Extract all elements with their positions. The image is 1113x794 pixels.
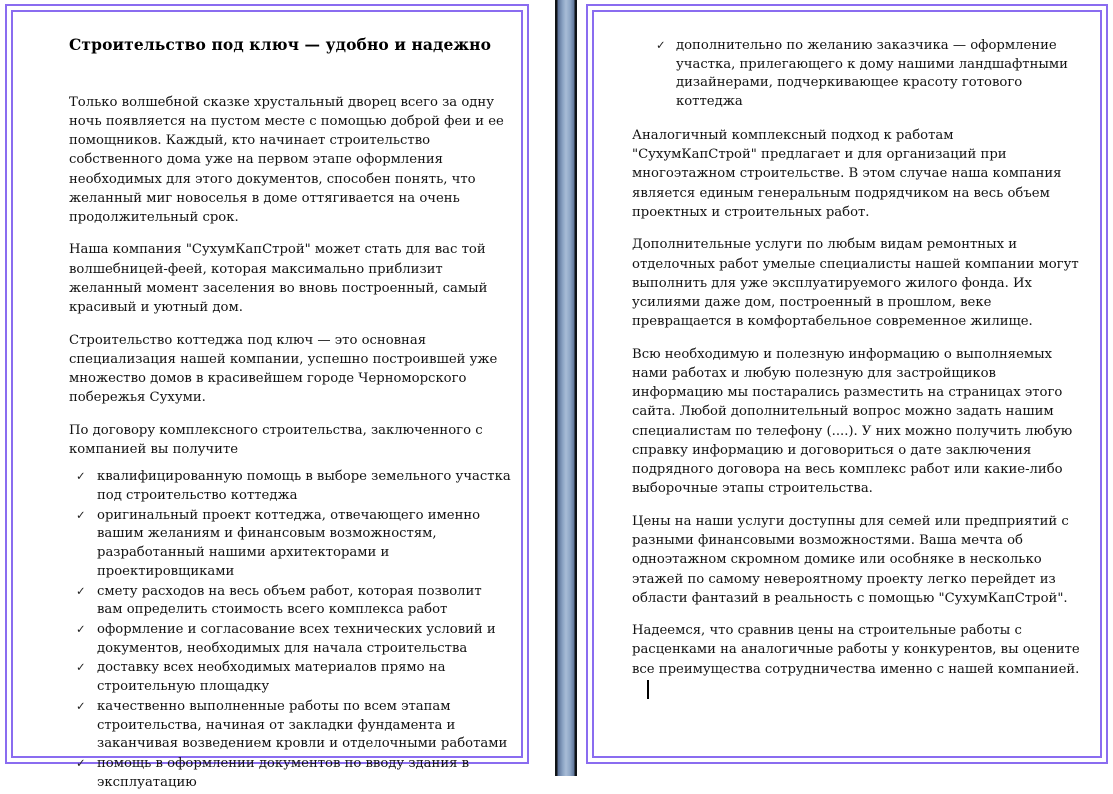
page-right-inner <box>594 12 1100 756</box>
checklist-right <box>632 37 1080 112</box>
list-item <box>69 468 511 505</box>
check-icon: ✓ <box>656 38 666 52</box>
page-divider-scrollbar[interactable] <box>555 0 577 776</box>
checklist-left <box>69 468 511 792</box>
document-page-right[interactable] <box>592 10 1102 758</box>
paragraph: По договору комплексного строительства, заключенного с компанией вы получите <box>69 422 483 457</box>
page-left-inner <box>13 12 521 790</box>
list-item-label: помощь в оформлении документов по вводу здания в эксплуатацию <box>97 756 470 790</box>
check-icon: ✓ <box>76 583 86 598</box>
paragraph: Дополнительные услуги по любым видам ремонтных и отделочных работ умелые специалисты нашей компании могут выполнить для уже эксплуатируемого жилого фонда. Их усилиями даже дом, построенный в прошлом, веке превращается в комфортабельное современное жилище. <box>632 237 1079 330</box>
list-item <box>69 507 511 582</box>
list-item-label: оформление и согласование всех технических условий и документов, необходимых для начала строительства <box>97 621 496 656</box>
list-item <box>69 621 511 658</box>
check-icon: ✓ <box>76 507 86 522</box>
check-icon: ✓ <box>76 660 86 675</box>
check-icon: ✓ <box>76 698 86 713</box>
list-item-label: дополнительно по желанию заказчика — оформление участка, прилегающего к дому нашими ландшафтными дизайнерами, подчеркивающее красоту готового коттеджа <box>676 38 1068 110</box>
list-item-label: качественно выполненные работы по всем этапам строительства, начиная от закладки фундамента и заканчивая возведением кровли и отделочными работами <box>97 698 508 752</box>
list-item <box>69 659 511 696</box>
list-item <box>69 698 511 754</box>
list-item-label: квалифицированную помощь в выборе земельного участка под строительство коттеджа <box>97 469 511 503</box>
paragraph: Цены на наши услуги доступны для семей или предприятий с разными финансовыми возможностями. Ваша мечта об одноэтажном скромном домике или особняке в несколько этажей по самому невероятному проекту легко перейдет из области фантазий в реальность с помощью "СухумКапСтрой". <box>632 513 1069 606</box>
paragraph: Строительство коттеджа под ключ — это основная специализация нашей компании, успешно построившей уже множество домов в красивейшем городе Черноморского побережья Сухуми. <box>69 332 498 406</box>
paragraph: Наша компания "СухумКапСтрой" может стать для вас той волшебницей-феей, которая максимально приблизит желанный момент заселения во вновь построенный, самый красивый и уютный дом. <box>69 242 488 316</box>
list-item-label: доставку всех необходимых материалов прямо на строительную площадку <box>97 660 446 695</box>
check-icon: ✓ <box>76 469 86 484</box>
list-item-label: оригинальный проект коттеджа, отвечающего именно вашим желаниям и финансовым возможностям, разработанный нашими архитекторами и проектировщиками <box>97 507 481 579</box>
list-item <box>69 583 511 620</box>
document-page-left[interactable] <box>11 10 523 790</box>
page-title: Строительство под ключ — удобно и надежно <box>69 35 492 54</box>
paragraph: Всю необходимую и полезную информацию о выполняемых нами работах и любую полезную для застройщиков информацию мы постарались разместить на страницах этого сайта. Любой дополнительный вопрос можно задать нашим специалистам по телефону (....). У них можно получить любую справку информацию и договориться о дате заключения подрядного договора на весь комплекс работ или какие-либо выборочные этапы строительства. <box>632 346 1073 497</box>
list-item-label: смету расходов на весь объем работ, которая позволит вам определить стоимость всего комплекса работ <box>97 583 482 618</box>
check-icon: ✓ <box>76 621 86 636</box>
text-caret <box>647 680 649 699</box>
paragraph: Только волшебной сказке хрустальный дворец всего за одну ночь появляется на пустом месте с помощью доброй феи и ее помощников. Каждый, кто начинает строительство собственного дома уже на первом этапе оформления необходимых для этого документов, способен понять, что желанный миг новоселья в доме оттягивается на очень продолжительный срок. <box>69 94 504 226</box>
list-item <box>632 37 1080 112</box>
paragraph: Надеемся, что сравнив цены на строительные работы с расценками на аналогичные работы у конкурентов, вы оцените все преимущества сотрудничества именно с нашей компанией. <box>632 623 1080 677</box>
list-item <box>69 755 511 792</box>
page-right-content <box>632 34 1080 692</box>
page-left-content <box>69 36 511 794</box>
paragraph: Аналогичный комплексный подход к работам "СухумКапСтрой" предлагает и для организаций при многоэтажном строительстве. В этом случае наша компания является единым генеральным подрядчиком на весь объем проектных и строительных работ. <box>632 127 1062 220</box>
check-icon: ✓ <box>76 756 86 771</box>
